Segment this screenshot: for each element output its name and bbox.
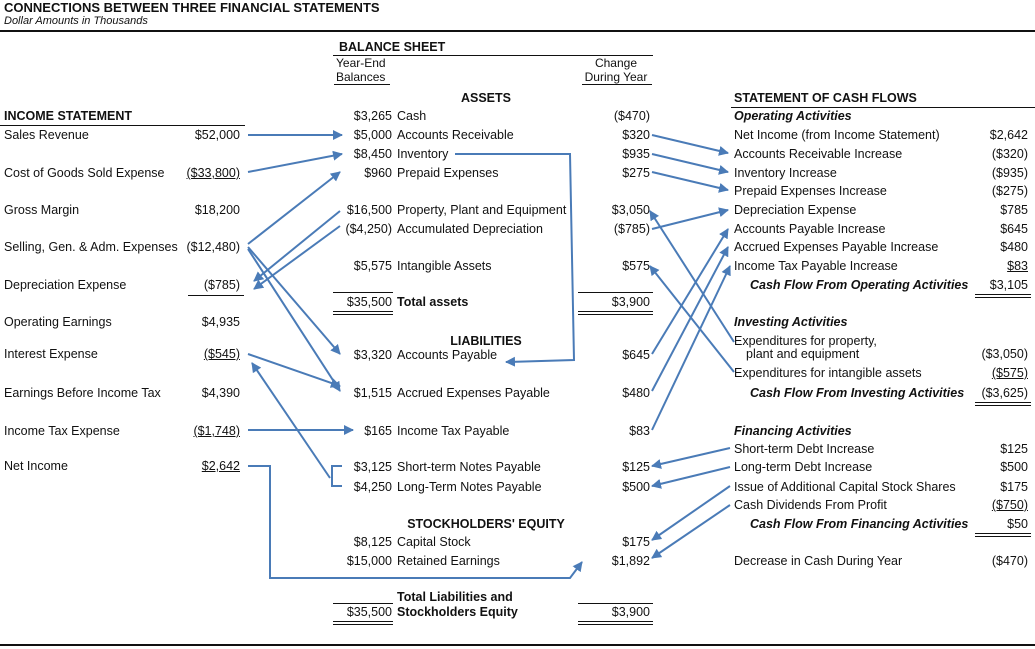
- cf-value-accrued: $480: [1000, 240, 1028, 254]
- cf-value-operating-total: $3,105: [989, 278, 1028, 292]
- is-value-sales: $52,000: [194, 128, 240, 142]
- is-value-interest: ($545): [203, 347, 240, 361]
- assets-heading: ASSETS: [460, 91, 511, 105]
- cf-value-investing-total: ($3,625): [981, 386, 1028, 400]
- bs-change-accrued: $480: [622, 386, 650, 400]
- arrow-ar-change-to-cf: [652, 135, 728, 153]
- bs-balance-short-notes: $3,125: [353, 460, 392, 474]
- is-label-depreciation: Depreciation Expense: [4, 278, 127, 292]
- arrow-sga-to-prepaid: [248, 172, 340, 244]
- operating-heading: Operating Activities: [734, 109, 852, 123]
- bs-balance-total-liab: $35,500: [346, 605, 392, 619]
- cf-label-net-income: Net Income (from Income Statement): [734, 128, 940, 142]
- bs-label-capital-stock: Capital Stock: [397, 535, 471, 549]
- cf-label-short-debt: Short-term Debt Increase: [734, 442, 875, 456]
- arrow-cf-long-debt-to-change: [652, 467, 730, 486]
- is-label-operating-earnings: Operating Earnings: [4, 315, 112, 329]
- cf-label-ppe-2: plant and equipment: [746, 347, 860, 361]
- cf-label-ap: Accounts Payable Increase: [734, 222, 886, 236]
- cf-value-ar: ($320): [991, 147, 1028, 161]
- bs-label-ppe: Property, Plant and Equipment: [397, 203, 567, 217]
- arrow-net-income-to-retained: [248, 466, 582, 578]
- bs-col-balances-2: Balances: [336, 70, 386, 84]
- bs-balance-retained-earnings: $15,000: [346, 554, 392, 568]
- bs-balance-inventory: $8,450: [353, 147, 392, 161]
- arrow-cogs-to-inventory: [248, 154, 342, 172]
- bs-balance-capital-stock: $8,125: [353, 535, 392, 549]
- bs-label-income-tax-payable: Income Tax Payable: [397, 424, 510, 438]
- cf-value-ppe: ($3,050): [981, 347, 1028, 361]
- bs-change-intangible: $575: [622, 259, 650, 273]
- arrow-accrued-change-to-cf: [652, 247, 728, 391]
- is-value-operating-earnings: $4,935: [201, 315, 240, 329]
- bs-balance-accrued: $1,515: [353, 386, 392, 400]
- cf-value-income-tax: $83: [1007, 259, 1028, 273]
- cf-value-net-income: $2,642: [989, 128, 1028, 142]
- bs-change-prepaid: $275: [622, 166, 650, 180]
- bs-label-short-notes: Short-term Notes Payable: [397, 460, 541, 474]
- arrow-acc-dep-to-dep-expense-2: [254, 226, 340, 289]
- is-value-income-tax: ($1,748): [193, 424, 240, 438]
- bs-label-accrued: Accrued Expenses Payable: [397, 386, 550, 400]
- bs-change-ppe: $3,050: [611, 203, 650, 217]
- bs-col-change-2: During Year: [584, 70, 648, 84]
- cf-value-decrease: ($470): [991, 554, 1028, 568]
- bs-label-prepaid: Prepaid Expenses: [397, 166, 499, 180]
- arrow-acc-dep-change-to-cf: [652, 210, 728, 229]
- is-value-ebt: $4,390: [201, 386, 240, 400]
- bs-label-ap: Accounts Payable: [397, 348, 498, 362]
- cf-value-dividends: ($750): [991, 498, 1028, 512]
- bs-label-long-notes: Long-Term Notes Payable: [397, 480, 542, 494]
- is-label-cogs: Cost of Goods Sold Expense: [4, 166, 165, 180]
- bs-label-retained-earnings: Retained Earnings: [397, 554, 500, 568]
- arrow-prepaid-change-to-cf: [652, 172, 728, 190]
- arrow-inventory-change-to-cf: [652, 154, 728, 172]
- is-value-depreciation: ($785): [203, 278, 240, 292]
- cf-value-financing-total: $50: [1007, 517, 1028, 531]
- liabilities-heading: LIABILITIES: [450, 334, 522, 348]
- equity-heading: STOCKHOLDERS' EQUITY: [407, 517, 565, 531]
- cf-label-intangible: Expenditures for intangible assets: [734, 366, 922, 380]
- cf-label-income-tax: Income Tax Payable Increase: [734, 259, 898, 273]
- bs-change-short-notes: $125: [622, 460, 650, 474]
- bs-label-total-liab-1: Total Liabilities and: [397, 590, 513, 604]
- cf-value-prepaid: ($275): [991, 184, 1028, 198]
- arrow-sga-to-ap: [248, 247, 340, 354]
- cf-label-ppe-1: Expenditures for property,: [734, 334, 877, 348]
- bs-change-cash: ($470): [613, 109, 650, 123]
- income-statement-title: INCOME STATEMENT: [4, 109, 133, 123]
- notes-bracket: [332, 466, 342, 486]
- bs-change-long-notes: $500: [622, 480, 650, 494]
- cf-value-short-debt: $125: [1000, 442, 1028, 456]
- bs-change-total-assets: $3,900: [611, 295, 650, 309]
- is-label-ebt: Earnings Before Income Tax: [4, 386, 161, 400]
- cf-label-depreciation: Depreciation Expense: [734, 203, 857, 217]
- bs-balance-acc-dep: ($4,250): [345, 222, 392, 236]
- cf-label-ar: Accounts Receivable Increase: [734, 147, 903, 161]
- arrow-acc-dep-to-dep-expense: [254, 211, 340, 281]
- is-label-sales: Sales Revenue: [4, 128, 89, 142]
- bs-label-total-liab-2: Stockholders Equity: [397, 605, 518, 619]
- cf-label-operating-total: Cash Flow From Operating Activities: [750, 278, 969, 292]
- arrow-cf-short-debt-to-change: [652, 448, 730, 466]
- is-label-interest: Interest Expense: [4, 347, 98, 361]
- bs-change-capital-stock: $175: [622, 535, 650, 549]
- financing-heading: Financing Activities: [734, 424, 852, 438]
- cf-label-investing-total: Cash Flow From Investing Activities: [750, 386, 965, 400]
- bs-balance-ppe: $16,500: [346, 203, 392, 217]
- cf-value-intangible: ($575): [991, 366, 1028, 380]
- is-label-sga: Selling, Gen. & Adm. Expenses: [4, 240, 178, 254]
- is-value-sga: ($12,480): [186, 240, 240, 254]
- cf-label-financing-total: Cash Flow From Financing Activities: [750, 517, 969, 531]
- cf-label-long-debt: Long-term Debt Increase: [734, 460, 873, 474]
- bs-balance-cash: $3,265: [353, 109, 392, 123]
- bs-col-balances-1: Year-End: [336, 56, 386, 70]
- bs-balance-ar: $5,000: [353, 128, 392, 142]
- bs-balance-total-assets: $35,500: [346, 295, 392, 309]
- is-label-net-income: Net Income: [4, 459, 68, 473]
- cf-value-long-debt: $500: [1000, 460, 1028, 474]
- cf-value-inventory: ($935): [991, 166, 1028, 180]
- cash-flows-title: STATEMENT OF CASH FLOWS: [734, 91, 917, 105]
- arrow-cf-ppe-to-change: [650, 211, 734, 342]
- bs-label-total-assets: Total assets: [397, 295, 469, 309]
- bs-label-acc-dep: Accumulated Depreciation: [397, 222, 543, 236]
- cf-label-capital-stock: Issue of Additional Capital Stock Shares: [734, 480, 956, 494]
- bs-col-change-1: Change: [594, 56, 638, 70]
- is-value-gross-margin: $18,200: [194, 203, 240, 217]
- bs-change-retained-earnings: $1,892: [611, 554, 650, 568]
- bs-label-ar: Accounts Receivable: [397, 128, 514, 142]
- bs-label-inventory: Inventory: [397, 147, 449, 161]
- cf-label-accrued: Accrued Expenses Payable Increase: [734, 240, 939, 254]
- is-label-gross-margin: Gross Margin: [4, 203, 80, 217]
- bs-balance-intangible: $5,575: [353, 259, 392, 273]
- arrow-inventory-to-ap: [455, 154, 574, 362]
- bs-change-acc-dep: ($785): [613, 222, 650, 236]
- bs-change-ap: $645: [622, 348, 650, 362]
- cf-label-inventory: Inventory Increase: [734, 166, 837, 180]
- bs-label-cash: Cash: [397, 109, 427, 123]
- bs-change-ar: $320: [622, 128, 650, 142]
- page-subtitle: Dollar Amounts in Thousands: [4, 15, 148, 27]
- bs-balance-income-tax-payable: $165: [364, 424, 392, 438]
- is-label-income-tax: Income Tax Expense: [4, 424, 120, 438]
- bs-balance-long-notes: $4,250: [353, 480, 392, 494]
- balance-sheet-title: BALANCE SHEET: [339, 40, 446, 54]
- cf-value-capital-stock: $175: [1000, 480, 1028, 494]
- is-value-cogs: ($33,800): [186, 166, 240, 180]
- cf-label-dividends: Cash Dividends From Profit: [734, 498, 887, 512]
- bs-label-intangible: Intangible Assets: [397, 259, 492, 273]
- investing-heading: Investing Activities: [734, 315, 848, 329]
- arrow-short-notes-to-interest: [252, 363, 330, 478]
- is-value-net-income: $2,642: [201, 459, 240, 473]
- bs-change-inventory: $935: [622, 147, 650, 161]
- cf-label-prepaid: Prepaid Expenses Increase: [734, 184, 887, 198]
- arrow-ap-change-to-cf: [652, 229, 728, 354]
- bs-balance-ap: $3,320: [353, 348, 392, 362]
- cf-value-depreciation: $785: [1000, 203, 1028, 217]
- cf-value-ap: $645: [1000, 222, 1028, 236]
- bs-change-income-tax-payable: $83: [629, 424, 650, 438]
- bs-change-total-liab: $3,900: [611, 605, 650, 619]
- page-title: CONNECTIONS BETWEEN THREE FINANCIAL STATEMENTS: [4, 0, 380, 15]
- cf-label-decrease: Decrease in Cash During Year: [734, 554, 903, 568]
- bs-balance-prepaid: $960: [364, 166, 392, 180]
